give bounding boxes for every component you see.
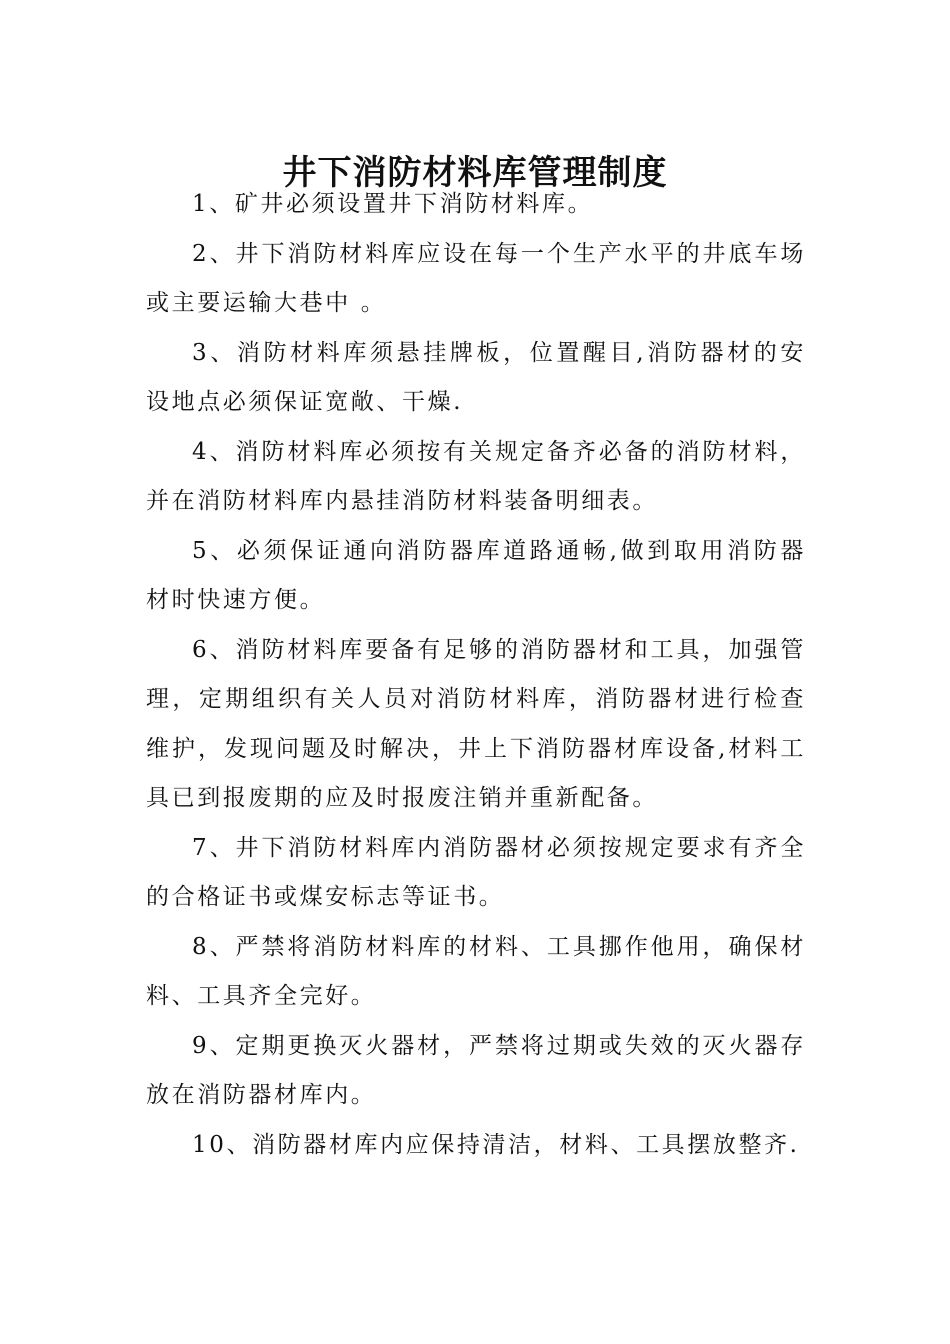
regulation-item-7: 7、井下消防材料库内消防器材必须按规定要求有齐全的合格证书或煤安标志等证书。: [146, 834, 806, 910]
regulation-item-4: 4、消防材料库必须按有关规定备齐必备的消防材料，并在消防材料库内悬挂消防材料装备明细表。: [146, 438, 806, 514]
regulation-item-1: 1、矿井必须设置井下消防材料库。: [192, 191, 594, 217]
regulation-item-3: 3、消防材料库须悬挂牌板，位置醒目,消防器材的安设地点必须保证宽敞、干燥.: [146, 339, 806, 415]
regulation-item-10: 10、消防器材库内应保持清洁，材料、工具摆放整齐.: [192, 1131, 800, 1158]
regulation-item-8: 8、严禁将消防材料库的材料、工具挪作他用，确保材料、工具齐全完好。: [146, 933, 806, 1009]
regulation-item-5: 5、必须保证通向消防器库道路通畅,做到取用消防器材时快速方便。: [146, 537, 806, 613]
regulation-body: [146, 180, 806, 1170]
regulation-item-9: 9、定期更换灭火器材，严禁将过期或失效的灭火器存放在消防器材库内。: [146, 1032, 806, 1108]
page-title: 井下消防材料库管理制度: [282, 152, 668, 193]
regulation-item-6: 6、消防材料库要备有足够的消防器材和工具，加强管理，定期组织有关人员对消防材料库，消防器材进行检查维护，发现问题及时解决，井上下消防器材库设备,材料工具已到报废期的应及时报废注销并重新配备。: [146, 636, 806, 811]
regulation-item-2: 2、井下消防材料库应设在每一个生产水平的井底车场或主要运输大巷中 。: [146, 240, 806, 316]
